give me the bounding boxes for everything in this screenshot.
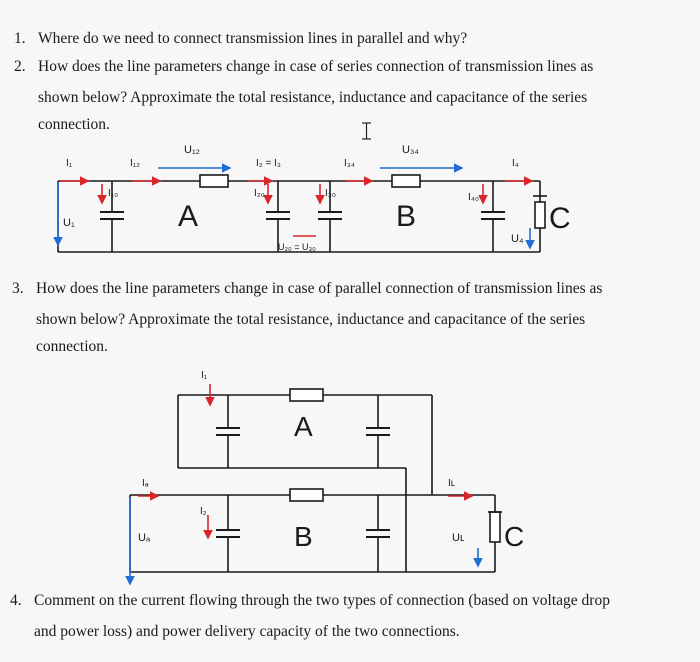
label-i20: I₂₀ — [254, 188, 265, 199]
load-c-label: C — [549, 202, 571, 235]
question-text-line: connection. — [38, 116, 110, 133]
question-text-line: Comment on the current flowing through the two types of connection (based on voltage drop — [34, 592, 610, 609]
impedance-a-box — [290, 389, 323, 401]
line-b-label: B — [396, 200, 417, 233]
load-c — [533, 196, 547, 252]
label-u34: U₃₄ — [402, 144, 419, 156]
label-i10: I₁₀ — [108, 188, 119, 199]
label-i1: I₁ — [66, 158, 73, 169]
label-i34: I₃₄ — [344, 158, 355, 169]
question-text-line: shown below? Approximate the total resistance, inductance and capacitance of the series — [38, 89, 588, 106]
line-a-label: A — [178, 200, 199, 233]
label-u12: U₁₂ — [184, 144, 200, 156]
label-ul: Uʟ — [452, 532, 465, 544]
label-u4: U₄ — [511, 233, 524, 245]
question-text-line: shown below? Approximate the total resistance, inductance and capacitance of the series — [36, 311, 586, 328]
parallel-connection-diagram — [130, 370, 524, 584]
label-u20-eq-u30: U₂₀ = U₃₀ — [278, 242, 316, 252]
load-c-label: C — [504, 521, 525, 552]
impedance-b-box — [290, 489, 323, 501]
label-u1: U₁ — [63, 217, 75, 229]
label-ua: Uₐ — [138, 532, 151, 544]
label-i1: I₁ — [201, 370, 208, 381]
label-i2: I₂ — [200, 506, 207, 517]
impedance-b-box — [392, 175, 420, 187]
question-number: 1. — [14, 30, 26, 47]
question-text: Where do we need to connect transmission lines in parallel and why? — [38, 30, 468, 47]
impedance-a-box — [200, 175, 228, 187]
label-il: Iʟ — [448, 478, 455, 489]
label-ia: Iₐ — [142, 478, 149, 489]
text-cursor-icon — [362, 123, 371, 139]
question-number: 4. — [10, 592, 22, 609]
line-b-label: B — [294, 521, 313, 552]
line-a-label: A — [294, 411, 313, 442]
question-number: 3. — [12, 280, 24, 297]
label-i12: I₁₂ — [130, 158, 141, 169]
question-text-line: connection. — [36, 338, 108, 355]
question-number: 2. — [14, 58, 26, 75]
question-text-line: How does the line parameters change in case of parallel connection of transmission lines as — [36, 280, 603, 297]
label-i30: I₃₀ — [325, 188, 337, 199]
label-i4: I₄ — [512, 158, 519, 169]
question-text-line: and power loss) and power delivery capacity of the two connections. — [34, 623, 460, 640]
question-text-line: How does the line parameters change in case of series connection of transmission lines as — [38, 58, 594, 75]
label-i40: I₄₀ — [468, 192, 480, 203]
label-i2-eq-i3: I₂ = I₃ — [256, 158, 281, 169]
load-c — [488, 512, 502, 542]
